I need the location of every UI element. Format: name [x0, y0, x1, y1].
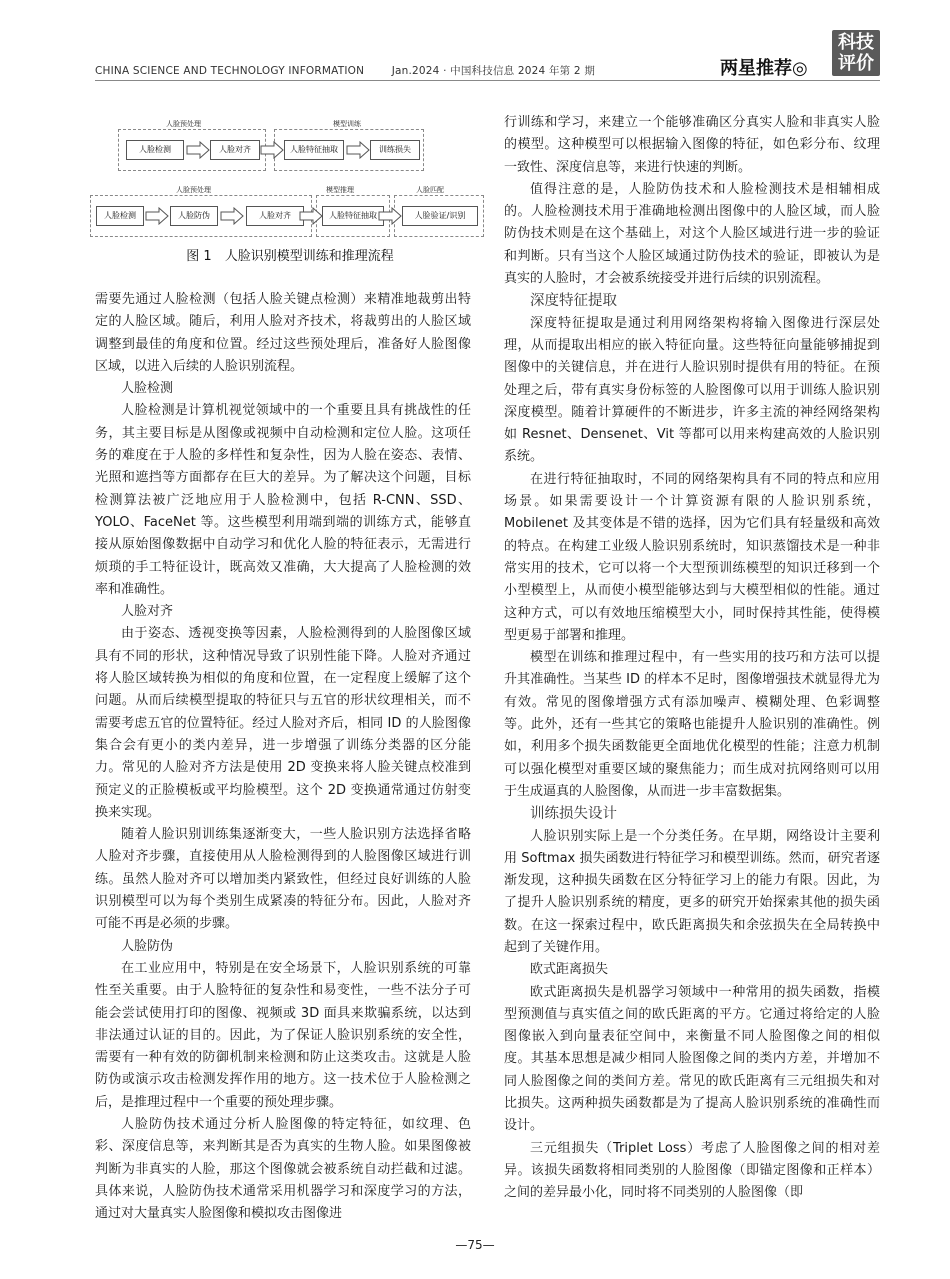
left-column — [95, 289, 471, 1225]
row2-group-match-label: 人脸匹配 — [416, 186, 444, 194]
row2-group-preprocess-label: 人脸预处理 — [176, 186, 211, 194]
row1-group-train-label: 模型训练 — [333, 120, 361, 128]
arrow-icon — [220, 207, 244, 225]
paragraph: 由于姿态、透视变换等因素，人脸检测得到的人脸图像区域具有不同的形状，这种情况导致了识别性能下降。人脸对齐通过将人脸区域转换为相似的角度和位置，在一定程度上缓解了这个问题。从而后续模型提取的特征只与五官的形状纹理相关，而不需要考虑五官的位置特征。经过人脸对齐后，相同 ID 的人脸图像集合会有更小的类内差异，进一步增强了训练分类器的区分能力。常见的人脸对齐方法是使用 2D 变换来将人脸关键点校准到预定义的正脸模板或平均脸模型。这个 2D 变换通常通过仿射变换来实现。 — [95, 626, 471, 820]
subheading: 人脸防伪 — [121, 938, 174, 954]
paragraph: 人脸检测是计算机视觉领域中的一个重要且具有挑战性的任务，其主要目标是从图像或视频中自动检测和定位人脸。这项任务的难度在于人脸的多样性和复杂性，因为人脸在姿态、表情、光照和遮挡等方面都存在巨大的差异。为了解决这个问题，目标检测算法被广泛地应用于人脸检测中，包括 R-CNN、SSD、YOLO、FaceNet 等。这些模型利用端到端的训练方式，能够直接从原始图像数据中自动学习和优化人脸的特征表示，无需进行烦琐的手工特征设计，既高效又准确，大大提高了人脸检测的效率和准确性。 — [95, 403, 471, 597]
page-number: —75— — [455, 1238, 495, 1252]
arrow-icon — [378, 207, 402, 225]
column-title: 两星推荐◎ — [720, 58, 808, 79]
paragraph: 随着人脸识别训练集逐渐变大，一些人脸识别方法选择省略人脸对齐步骤，直接使用从人脸检测得到的人脸图像区域进行训练。虽然人脸对齐可以增加类内紧致性，但经过良好训练的人脸识别模型可以为每个类别生成紧凑的特征分布。因此，人脸对齐可能不再是必须的步骤。 — [95, 827, 471, 932]
right-column — [504, 112, 880, 1205]
figure-caption: 图 1 人脸识别模型训练和推理流程 — [186, 249, 394, 264]
row1-box-face-detection: 人脸检测 — [126, 140, 184, 160]
paragraph: 欧式距离损失是机器学习领域中一种常用的损失函数，指模型预测值与真实值之间的欧氏距离的平方。它通过将给定的人脸图像嵌入到向量表征空间中，来衡量不同人脸图像之间的相似度。其基本思想是减少相同人脸图像之间的类内方差，并增加不同人脸图像之间的类间方差。常见的欧氏距离有三元组损失和对比损失。这两种损失函数都是为了提高人脸识别系统的准确性而设计。 — [504, 984, 880, 1134]
section-heading: 深度特征提取 — [530, 293, 617, 310]
arrow-icon — [260, 141, 284, 159]
arrow-icon — [186, 141, 210, 159]
arrow-icon — [145, 207, 169, 225]
row2-box-face-detection: 人脸检测 — [96, 206, 144, 226]
row2-box-face-alignment: 人脸对齐 — [246, 206, 304, 226]
paragraph: 三元组损失（Triplet Loss）考虑了人脸图像之间的相对差异。该损失函数将相同类别的人脸图像（即锚定图像和正样本）之间的差异最小化，同时将不同类别的人脸图像（即 — [504, 1140, 880, 1201]
paragraph: 行训练和学习，来建立一个能够准确区分真实人脸和非真实人脸的模型。这种模型可以根据输入图像的特征，如色彩分布、纹理一致性、深度信息等，来进行快速的判断。 — [504, 115, 880, 175]
subheading: 人脸检测 — [121, 381, 174, 397]
row1-box-face-alignment: 人脸对齐 — [210, 140, 260, 160]
subheading: 欧式距离损失 — [530, 962, 609, 978]
paragraph: 需要先通过人脸检测（包括人脸关键点检测）来精准地裁剪出特定的人脸区域。随后，利用人脸对齐技术，将裁剪出的人脸区域调整到最佳的角度和位置。经过这些预处理后，准备好人脸图像区域，以进入后续的人脸识别流程。 — [95, 292, 471, 374]
section-heading: 训练损失设计 — [530, 806, 617, 823]
subheading: 人脸对齐 — [121, 604, 174, 620]
paragraph: 在工业应用中，特别是在安全场景下，人脸识别系统的可靠性至关重要。由于人脸特征的复杂性和易变性，一些不法分子可能会尝试使用打印的图像、视频或 3D 面具来欺骗系统，以达到非法通过认证的目的。因此，为了保证人脸识别系统的安全性，需要有一种有效的防御机制来检测和防止这类攻击。这就是人脸防伪或演示攻击检测发挥作用的地方。这一技术位于人脸检测之后，是推理过程中一个重要的预处理步骤。 — [95, 960, 471, 1110]
journal-header — [95, 63, 595, 78]
paragraph: 深度特征提取是通过利用网络架构将输入图像进行深层处理，从而提取出相应的嵌入特征向量。这些特征向量能够捕捉到图像中的关键信息，并在进行人脸识别时提供有用的特征。在预处理之后，带有真实身份标签的人脸图像可以用于训练人脸识别深度模型。随着计算硬件的不断进步，许多主流的神经网络架构如 Resnet、Densenet、Vit 等都可以用来构建高效的人脸识别系统。 — [504, 315, 880, 465]
row1-group-preprocess-label: 人脸预处理 — [166, 120, 201, 128]
row1-box-training-loss: 训练损失 — [370, 140, 420, 160]
row2-group-infer-label: 模型推理 — [326, 186, 354, 194]
figure-diagram — [94, 115, 486, 255]
arrow-icon — [346, 141, 370, 159]
arrow-icon — [299, 207, 323, 225]
paragraph: 值得注意的是，人脸防伪技术和人脸检测技术是相辅相成的。人脸检测技术用于准确地检测出图像中的人脸区域，而人脸防伪技术则是在这个基础上，对这个人脸区域进行进一步的验证和判断。只有当这个人脸区域通过防伪技术的验证，即被认为是真实的人脸时，才会被系统接受并进行后续的识别流程。 — [504, 181, 880, 287]
paragraph: 人脸识别实际上是一个分类任务。在早期，网络设计主要利用 Softmax 损失函数进行特征学习和模型训练。然而，研究者逐渐发现，这种损失函数在区分特征学习上的能力有限。因此，为了提升人脸识别系统的精度，更多的研究开始探索其他的损失函数。在这一探索过程中，欧氏距离损失和余弦损失在全局转换中起到了关键作用。 — [504, 828, 880, 955]
section-badge — [832, 30, 880, 76]
row2-box-verification: 人脸验证/识别 — [402, 206, 478, 226]
row2-box-feature-extraction: 人脸特征抽取 — [322, 206, 384, 226]
row1-box-feature-extraction: 人脸特征抽取 — [284, 140, 344, 160]
badge-line-1: 科技 — [838, 32, 874, 53]
row2-box-anti-spoofing: 人脸防伪 — [170, 206, 218, 226]
paragraph: 在进行特征抽取时，不同的网络架构具有不同的特点和应用场景。如果需要设计一个计算资源有限的人脸识别系统，Mobilenet 及其变体是不错的选择，因为它们具有轻量级和高效的特点。在构建工业级人脸识别系统时，知识蒸馏技术是一种非常实用的技术，它可以将一个大型预训练模型的知识迁移到一个小型模型上，从而使小模型能够达到与大模型相似的性能。通过这种方式，可以有效地压缩模型大小，同时保持其性能，使得模型更易于部署和推理。 — [504, 471, 880, 643]
badge-line-2: 评价 — [838, 53, 874, 74]
header-rule — [95, 80, 880, 81]
issue-info: Jan.2024 · 中国科技信息 2024 年第 2 期 — [391, 65, 596, 77]
paragraph: 模型在训练和推理过程中，有一些实用的技巧和方法可以提升其准确性。当某些 ID 的样本不足时，图像增强技术就显得尤为有效。常见的图像增强方式有添加噪声、模糊处理、色彩调整等。此外，还有一些其它的策略也能提升人脸识别的准确性。例如，利用多个损失函数能更全面地优化模型的性能；注意力机制可以强化模型对重要区域的聚焦能力；而生成对抗网络则可以用于生成逼真的人脸图像，从而进一步丰富数据集。 — [504, 650, 880, 799]
journal-name: CHINA SCIENCE AND TECHNOLOGY INFORMATION — [95, 65, 365, 77]
paragraph: 人脸防伪技术通过分析人脸图像的特定特征，如纹理、色彩、深度信息等，来判断其是否为真实的生物人脸。如果图像被判断为非真实的人脸，那这个图像就会被系统自动拦截和过滤。具体来说，人脸防伪技术通常采用机器学习和深度学习的方法，通过对大量真实人脸图像和模拟攻击图像进 — [95, 1116, 471, 1222]
